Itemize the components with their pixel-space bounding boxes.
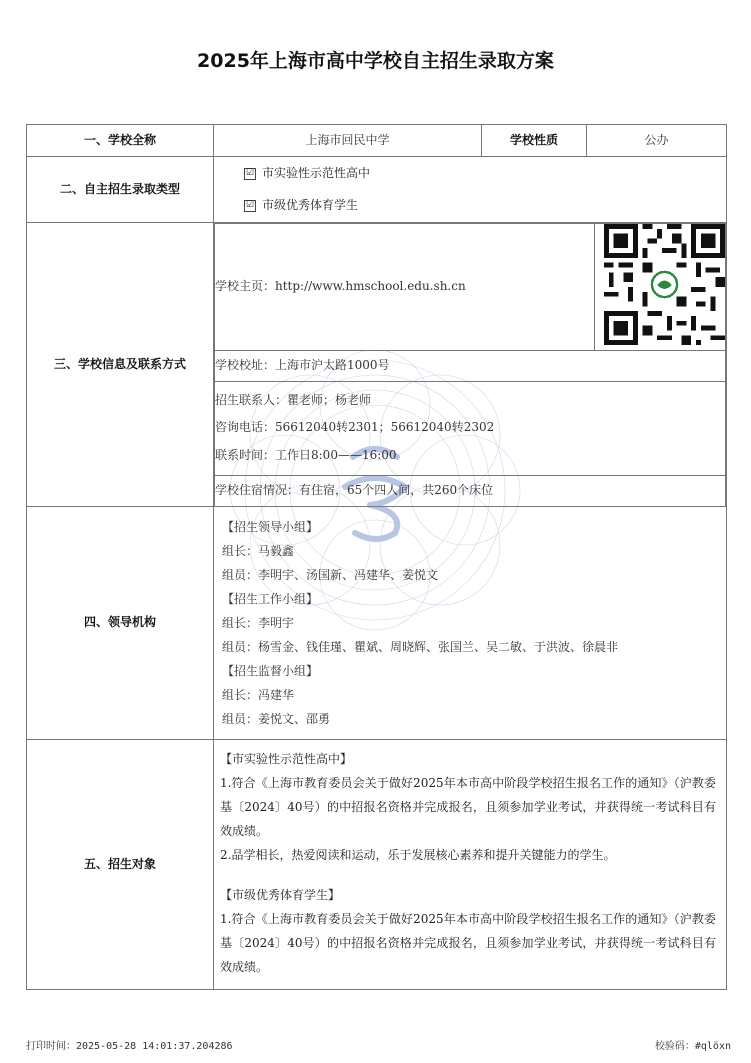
qr-cell [595,224,726,351]
admission-type-item [214,190,726,222]
leadership-group-heading: 【招生监督小组】 [222,664,319,679]
contact-section [214,223,727,507]
target-heading: 【市实验性示范性高中】 [220,751,353,766]
school-nature-label: 学校性质 [482,125,587,157]
leadership-group-heading: 【招生领导小组】 [222,520,319,535]
leadership-section [214,507,727,740]
school-nature-value: 公办 [587,125,727,157]
checkbox-checked-icon: ☑ [245,200,255,210]
admission-type-item [214,158,726,190]
checkbox-checked-icon: ☑ [245,168,255,178]
hours-line: 联系时间：工作日8:00——16:00 [215,447,397,462]
targets-label: 五、招生对象 [27,740,214,990]
leadership-leader: 组长：李明宇 [222,616,295,631]
print-time: 打印时间：2025-05-28 14:01:37.204286 [26,1041,233,1052]
contact-person-line: 招生联系人：瞿老师；杨老师 [215,392,372,407]
leadership-leader: 组长：冯建华 [222,688,295,703]
school-name-label: 一、学校全称 [27,125,214,157]
target-item: 1.符合《上海市教育委员会关于做好2025年本市高中阶段学校招生报名工作的通知》（沪教委基〔2024〕40号）的中招报名资格并完成报名，且须参加学业考试，并获得统一考试科目有效成绩。 [220,911,716,974]
leadership-group-heading: 【招生工作小组】 [222,592,319,607]
admission-type-list [214,157,727,223]
leadership-leader: 组长：马毅鑫 [222,544,295,559]
contact-label: 三、学校信息及联系方式 [27,223,214,507]
checksum: 校验码：#qlöxn [654,1041,731,1052]
targets-section [214,740,727,990]
admission-type-label: 二、自主招生录取类型 [27,157,214,223]
target-item: 2.品学相长，热爱阅读和运动，乐于发展核心素养和提升关键能力的学生。 [220,847,616,862]
contact-subtable [214,223,726,506]
leadership-members: 组员：姜悦文、邵勇 [222,712,331,727]
leadership-label: 四、领导机构 [27,507,214,740]
target-item: 1.符合《上海市教育委员会关于做好2025年本市高中阶段学校招生报名工作的通知》（沪教委基〔2024〕40号）的中招报名资格并完成报名，且须参加学业考试，并获得统一考试科目有效成绩。 [220,775,716,838]
target-heading: 【市级优秀体育学生】 [220,887,341,902]
page-title: 2025年上海市高中学校自主招生录取方案 [197,50,554,72]
leadership-members: 组员：杨雪金、钱佳瑾、瞿斌、周晓辉、张国兰、吴二敏、于洪波、徐晨非 [222,640,619,655]
qr-code-icon [604,224,725,345]
school-name-value: 上海市回民中学 [214,125,482,157]
admission-type-text: 市实验性示范性高中 [262,165,371,180]
phone-line: 咨询电话：56612040转2301；56612040转2302 [215,420,495,435]
contact-details [215,381,726,475]
admission-type-text: 市级优秀体育学生 [262,197,359,212]
homepage-line[interactable]: 学校主页：http://www.hmschool.edu.sh.cn [215,224,595,351]
leadership-members: 组员：李明宇、汤国新、冯建华、姜悦文 [222,568,439,583]
dorm-line: 学校住宿情况：有住宿，65个四人间，共260个床位 [215,475,726,506]
address-line: 学校校址：上海市沪太路1000号 [215,350,726,381]
admission-form-table [26,124,727,990]
